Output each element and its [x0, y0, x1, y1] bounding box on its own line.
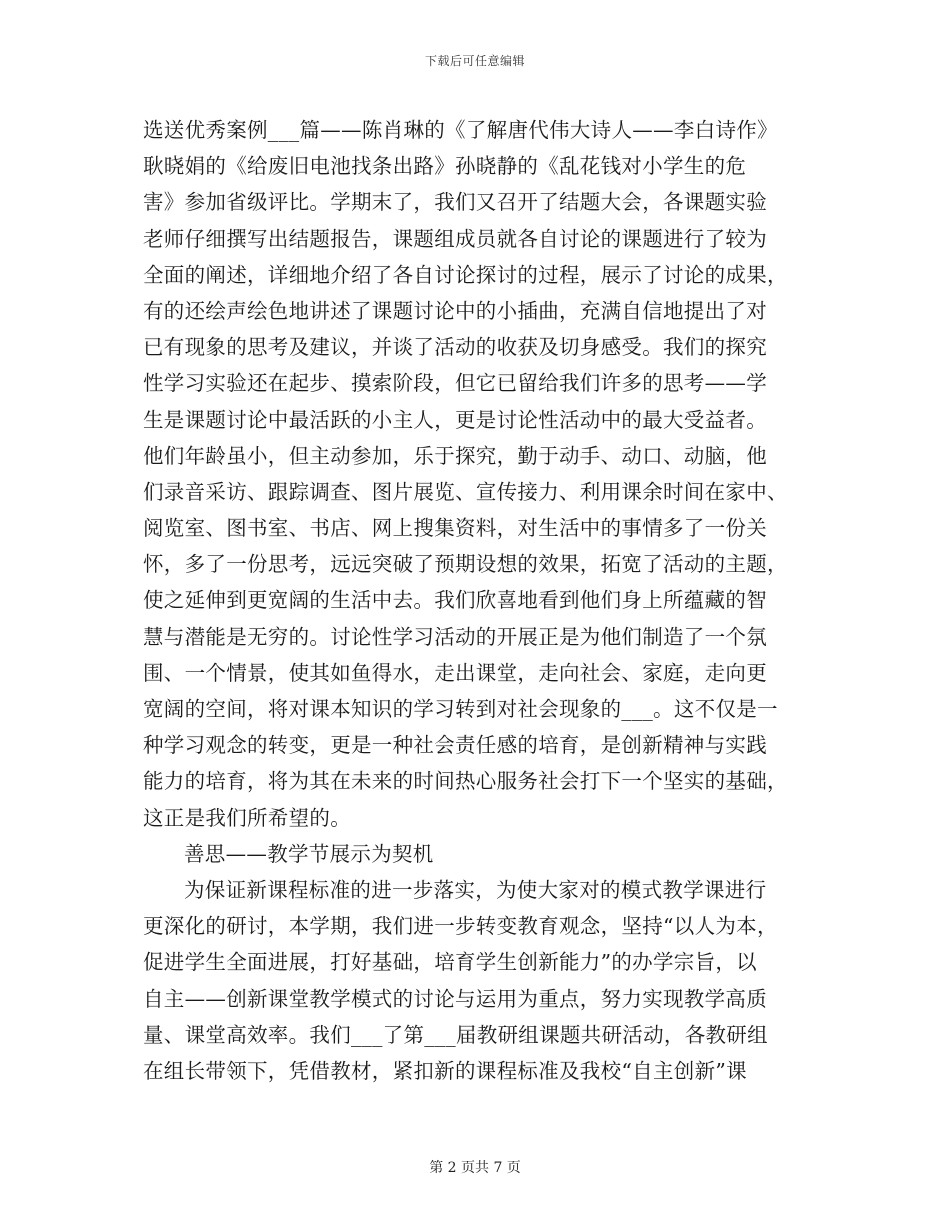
text-line: 宽阔的空间，将对课本知识的学习转到对社会现象的___。这不仅是一 — [143, 697, 778, 721]
text-line: 已有现象的思考及建议，并谈了活动的收获及切身感受。我们的探究 — [143, 335, 767, 360]
text-line: 全面的阐述，详细地介绍了各自讨论探讨的过程，展示了讨论的成果， — [143, 262, 788, 287]
page-number: 第 2 页共 7 页 — [429, 1160, 521, 1176]
text-line: 围、一个情景，使其如鱼得水，走出课堂，走向社会、家庭，走向更 — [143, 660, 767, 685]
text-line: 慧与潜能是无穷的。讨论性学习活动的开展正是为他们制造了一个氛 — [143, 624, 767, 649]
text-line: 性学习实验还在起步、摸索阶段，但它已留给我们许多的思考——学 — [143, 371, 767, 396]
text-line: 们录音采访、跟踪调查、图片展览、宣传接力、利用课余时间在家中、 — [143, 479, 788, 504]
text-line: 阅览室、图书室、书店、网上搜集资料，对生活中的事情多了一份关 — [143, 516, 767, 541]
text-line: 能力的培育，将为其在未来的时间热心服务社会打下一个坚实的基础， — [143, 769, 788, 794]
text-line: 在组长带领下，凭借教材，紧扣新的课程标准及我校“自主创新”课 — [143, 1058, 747, 1083]
document-body — [143, 112, 803, 1089]
text-line: 生是课题讨论中最活跃的小主人，更是讨论性活动中的最大受益者。 — [143, 407, 767, 432]
text-line: 老师仔细撰写出结题报告，课题组成员就各自讨论的课题进行了较为 — [143, 226, 767, 251]
text-line: 为保证新课程标准的进一步落实，为使大家对的模式教学课进行 — [184, 877, 767, 902]
text-line: 自主——创新课堂教学模式的讨论与运用为重点，努力实现教学高质 — [143, 986, 767, 1011]
text-line: 更深化的研讨，本学期，我们进一步转变教育观念，坚持“以人为本， — [143, 914, 778, 939]
text-line: 种学习观念的转变，更是一种社会责任感的培育，是创新精神与实践 — [143, 733, 767, 758]
section-heading: 善思——教学节展示为契机 — [184, 841, 434, 866]
text-line: 促进学生全面进展，打好基础，培育学生创新能力”的办学宗旨，以 — [143, 950, 757, 975]
text-line: 使之延伸到更宽阔的生活中去。我们欣喜地看到他们身上所蕴藏的智 — [143, 588, 767, 613]
text-line: 选送优秀案例___篇——陈肖琳的《了解唐代伟大诗人——李白诗作》 — [143, 118, 778, 142]
text-line: 耿晓娟的《给废旧电池找条出路》孙晓静的《乱花钱对小学生的危 — [143, 154, 747, 179]
text-line: 害》参加省级评比。学期末了，我们又召开了结题大会，各课题实验 — [143, 190, 767, 215]
text-line: 这正是我们所希望的。 — [143, 805, 351, 830]
text-line: 有的还绘声绘色地讲述了课题讨论中的小插曲，充满自信地提出了对 — [143, 298, 767, 323]
page-header: 下载后可任意编辑 — [424, 54, 525, 68]
text-line: 怀，多了一份思考，远远突破了预期设想的效果，拓宽了活动的主题， — [143, 552, 788, 577]
text-line: 他们年龄虽小，但主动参加，乐于探究，勤于动手、动口、动脑，他 — [143, 443, 767, 468]
text-line: 量、课堂高效率。我们___了第___届教研组课题共研活动，各教研组 — [143, 1022, 768, 1047]
